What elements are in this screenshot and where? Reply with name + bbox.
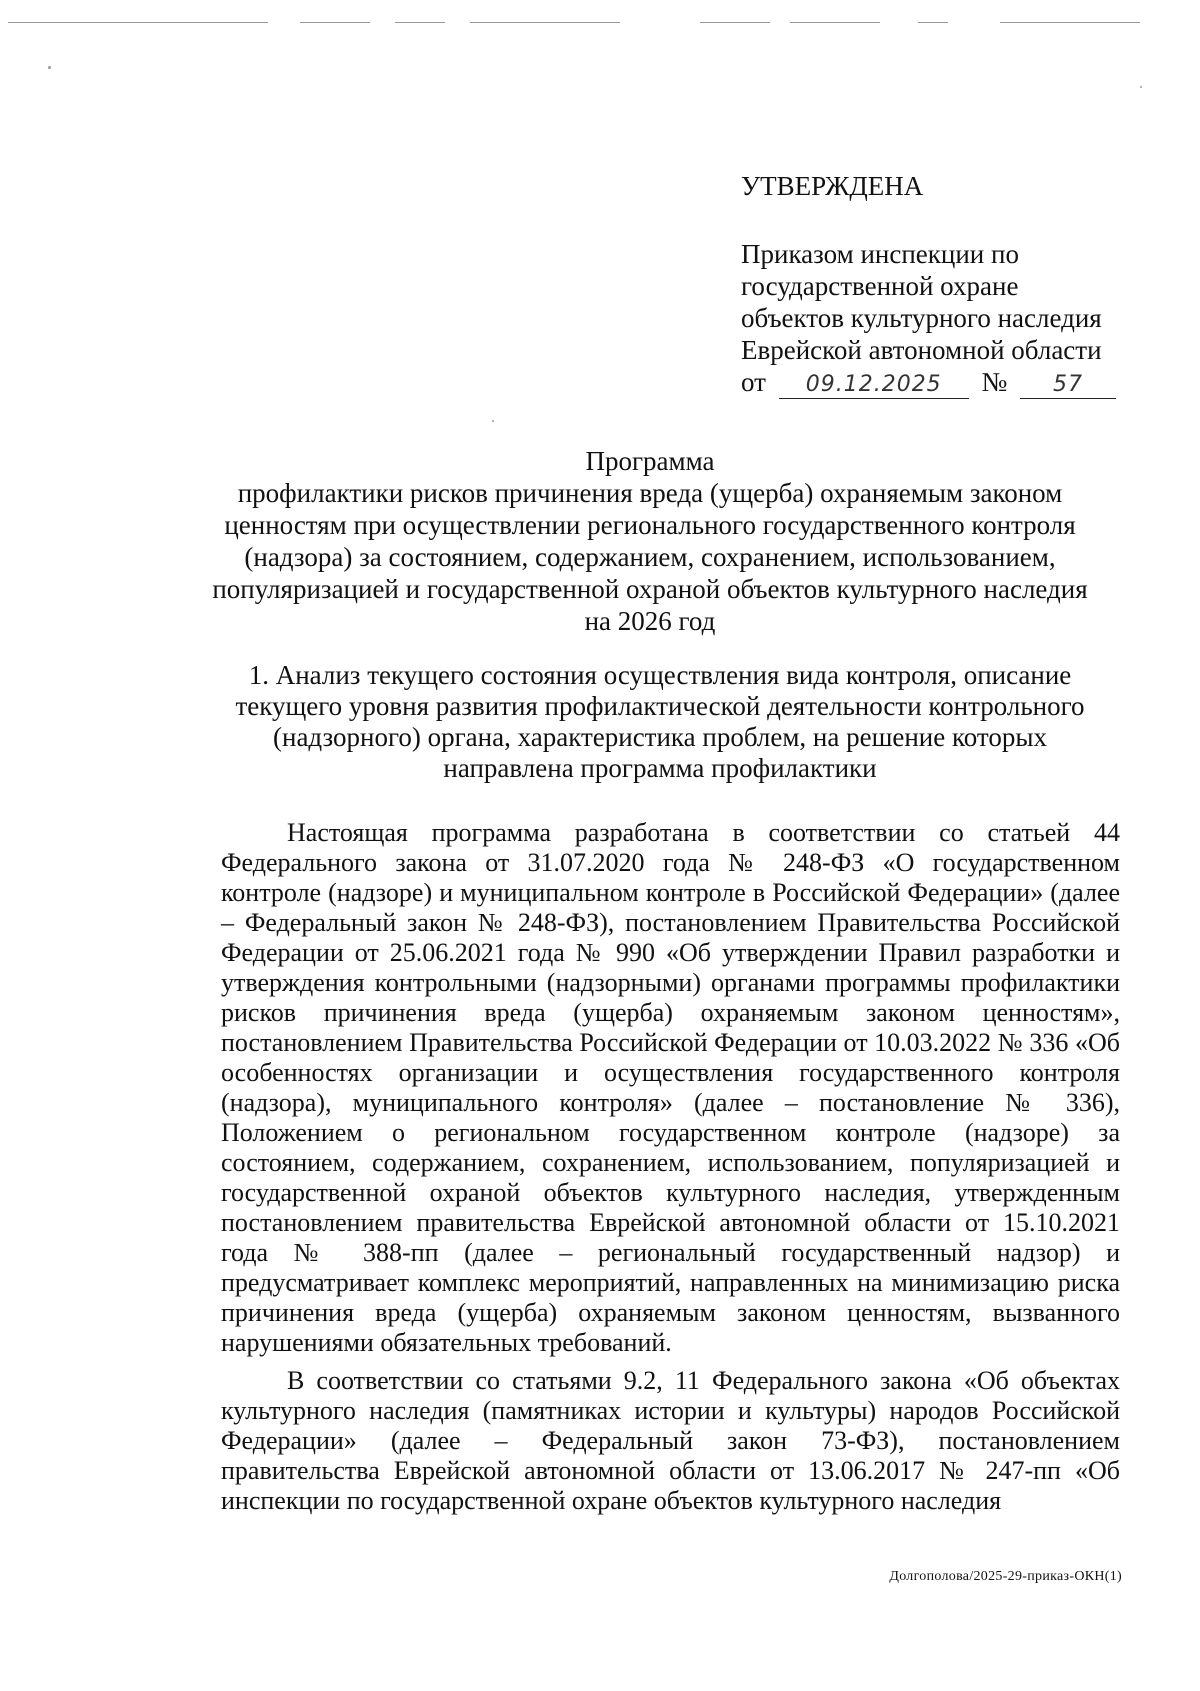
approval-line: государственной охране <box>741 271 1019 301</box>
program-subtitle: профилактики рисков причинения вреда (ущерба) охраняемым законом ценностям при осуществлении регионального государственного контроля (надзора) за состоянием, содержанием, сохранением, использованием, популяризацией и государственной охраной объектов культурного наследия <box>212 478 1088 604</box>
approval-block <box>741 170 1141 399</box>
number-label: № <box>981 367 1008 397</box>
handwritten-number: 57 <box>1020 372 1116 399</box>
scan-edge-line <box>790 22 880 23</box>
scan-speck <box>48 66 51 69</box>
body-paragraph: Настоящая программа разработана в соответствии со статьей 44 Федерального закона от 31.07.2020 года № 248-ФЗ «О государственном контроле (надзоре) и муниципальном контроле в Российской Федерации» (далее – Федеральный закон № 248-ФЗ), постановлением Правительства Российской Федерации от 25.06.2021 года № 990 «Об утверждении Правил разработки и утверждения контрольными (надзорными) органами программы профилактики рисков причинения вреда (ущерба) охраняемым законом ценностям», постановлением Правительства Российской Федерации от 10.03.2022 № 336 «Об особенностях организации и осуществления государственного контроля (надзора), муниципального контроля» (далее – постановление № 336), Положением о региональном государственном контроле (надзоре) за состоянием, содержанием, сохранением, использованием, популяризацией и государственной охраной объектов культурного наследия, утвержденным постановлением правительства Еврейской автономной области от 15.10.2021 года № 388-пп (далее – региональный государственный надзор) и предусматривает комплекс мероприятий, направленных на минимизацию риска причинения вреда (ущерба) охраняемым законом ценностям, вызванного нарушениями обязательных требований. <box>221 818 1120 1357</box>
scan-speck <box>1140 86 1142 88</box>
approval-line: Приказом инспекции по <box>741 239 1019 269</box>
program-title-block <box>200 445 1100 637</box>
program-year: на 2026 год <box>584 606 716 636</box>
order-date-number-line <box>741 366 1141 399</box>
handwritten-date: 09.12.2025 <box>779 372 969 399</box>
scan-edge-line <box>1000 22 1140 23</box>
body-paragraph: В соответствии со статьями 9.2, 11 Федерального закона «Об объектах культурного наследия (памятниках истории и культуры) народов Российской Федерации» (далее – Федеральный закон 73-ФЗ), постановлением правительства Еврейской автономной области от 13.06.2017 № 247-пп «Об инспекции по государственной охране объектов культурного наследия <box>221 1366 1120 1515</box>
scan-edge-line <box>395 22 445 23</box>
footer-doc-reference: Долгополова/2025-29-приказ-ОКН(1) <box>889 1569 1122 1584</box>
approval-line: объектов культурного наследия <box>741 303 1102 333</box>
scan-speck <box>492 420 494 422</box>
approval-line: Еврейской автономной области <box>741 335 1102 365</box>
program-heading: Программа <box>585 446 715 476</box>
approval-stamp: УТВЕРЖДЕНА <box>741 171 924 201</box>
from-label: от <box>741 367 766 397</box>
scan-edge-line <box>700 22 770 23</box>
section-1-heading: 1. Анализ текущего состояния осуществления вида контроля, описание текущего уровня развития профилактической деятельности контрольного (надзорного) органа, характеристика проблем, на решение которых направлена программа профилактики <box>235 660 1085 783</box>
scan-edge-line <box>300 22 370 23</box>
scan-edge-line <box>470 22 620 23</box>
scan-edge-line <box>918 22 948 23</box>
body-text <box>221 818 1120 1524</box>
scan-edge-line <box>8 22 268 23</box>
